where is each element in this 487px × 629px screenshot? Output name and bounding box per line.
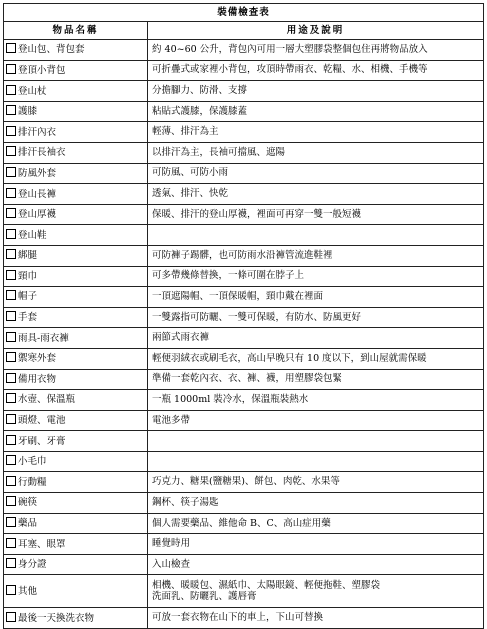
checkbox[interactable] bbox=[6, 311, 16, 321]
checkbox[interactable] bbox=[6, 558, 16, 568]
item-name: 小毛巾 bbox=[18, 456, 47, 468]
item-usage-cell bbox=[148, 122, 484, 143]
table-row bbox=[4, 348, 484, 369]
item-usage: 鋼杯、筷子湯匙 bbox=[152, 496, 219, 508]
item-usage-cell bbox=[148, 431, 484, 452]
item-name-cell bbox=[4, 575, 148, 608]
item-name: 登山長褲 bbox=[18, 188, 57, 200]
item-name-cell bbox=[4, 60, 148, 81]
item-name-cell bbox=[4, 287, 148, 308]
item-name-cell bbox=[4, 534, 148, 555]
checkbox[interactable] bbox=[6, 188, 16, 198]
table-row bbox=[4, 390, 484, 411]
item-name: 藥品 bbox=[18, 518, 38, 530]
item-name: 排汗長袖衣 bbox=[18, 147, 66, 159]
item-name-cell bbox=[4, 513, 148, 534]
item-usage-cell bbox=[148, 575, 484, 608]
table-row bbox=[4, 122, 484, 143]
item-usage: 約 40~60 公升，背包內可用一層大塑膠袋整個包住再將物品放入 bbox=[152, 43, 428, 55]
checkbox[interactable] bbox=[6, 455, 16, 465]
item-usage: 一瓶 1000ml 裝冷水，保溫瓶裝熱水 bbox=[152, 393, 309, 405]
checkbox[interactable] bbox=[6, 435, 16, 445]
item-usage: 兩節式雨衣褲 bbox=[152, 332, 210, 344]
item-name-cell bbox=[4, 225, 148, 246]
table-row bbox=[4, 81, 484, 102]
checkbox[interactable] bbox=[6, 373, 16, 383]
checklist-rows bbox=[4, 40, 484, 629]
item-name: 水壺、保溫瓶 bbox=[18, 394, 76, 406]
item-usage: 輕薄、排汗為主 bbox=[152, 126, 219, 138]
item-usage: 分擔腳力、防滑、支撐 bbox=[152, 85, 248, 97]
item-name-cell bbox=[4, 184, 148, 205]
item-name: 手套 bbox=[18, 312, 38, 324]
item-name: 備用衣物 bbox=[18, 373, 57, 385]
checkbox[interactable] bbox=[6, 85, 16, 95]
checkbox[interactable] bbox=[6, 146, 16, 156]
item-name-cell bbox=[4, 410, 148, 431]
item-usage: 以排汗為主，長袖可擋風、遮陽 bbox=[152, 146, 286, 158]
item-name: 禦寒外套 bbox=[18, 353, 57, 365]
item-name: 身分證 bbox=[18, 559, 47, 571]
item-usage-cell bbox=[148, 307, 484, 328]
item-usage: 巧克力、糖果(鹽糖果)、餅包、肉乾、水果等 bbox=[152, 476, 340, 488]
checkbox[interactable] bbox=[6, 352, 16, 362]
item-name: 最後一天換洗衣物 bbox=[18, 612, 95, 624]
item-usage-cell bbox=[148, 348, 484, 369]
checkbox[interactable] bbox=[6, 167, 16, 177]
item-name: 耳塞、眼罩 bbox=[18, 538, 66, 550]
item-name-cell bbox=[4, 40, 148, 61]
table-title: 裝備檢查表 bbox=[4, 4, 484, 22]
table-row bbox=[4, 40, 484, 61]
checkbox[interactable] bbox=[6, 249, 16, 259]
checkbox[interactable] bbox=[6, 64, 16, 74]
item-name-cell bbox=[4, 163, 148, 184]
item-usage: 準備一套乾內衣、衣、褲、襪，用塑膠袋包緊 bbox=[152, 373, 343, 385]
table-row bbox=[4, 410, 484, 431]
item-name-cell bbox=[4, 472, 148, 493]
item-name: 頭燈、電池 bbox=[18, 415, 66, 427]
table-row bbox=[4, 307, 484, 328]
item-usage: 一雙露指可防曬、一雙可保暖，有防水、防風更好 bbox=[152, 311, 362, 323]
item-name: 登山厚襪 bbox=[18, 209, 57, 221]
item-usage: 可防褲子踢髒，也可防雨水沿褲管流進鞋裡 bbox=[152, 249, 333, 261]
checkbox[interactable] bbox=[6, 476, 16, 486]
table-row bbox=[4, 245, 484, 266]
checkbox[interactable] bbox=[6, 414, 16, 424]
item-name: 登山杖 bbox=[18, 85, 47, 97]
item-usage: 可多帶幾條替換，一條可圍在脖子上 bbox=[152, 270, 305, 282]
table-row bbox=[4, 575, 484, 608]
item-usage: 透氣、排汗、快乾 bbox=[152, 188, 229, 200]
item-usage-cell bbox=[148, 81, 484, 102]
checkbox[interactable] bbox=[6, 290, 16, 300]
item-usage-cell bbox=[148, 225, 484, 246]
table-row bbox=[4, 431, 484, 452]
equipment-checklist bbox=[3, 3, 483, 629]
item-name-cell bbox=[4, 390, 148, 411]
item-name: 牙刷、牙膏 bbox=[18, 435, 66, 447]
checkbox[interactable] bbox=[6, 105, 16, 115]
item-name-cell bbox=[4, 554, 148, 575]
table-row bbox=[4, 493, 484, 514]
item-name: 行動糧 bbox=[18, 476, 47, 488]
item-name-cell bbox=[4, 348, 148, 369]
item-name: 登山鞋 bbox=[18, 229, 47, 241]
table-row bbox=[4, 60, 484, 81]
checkbox[interactable] bbox=[6, 585, 16, 595]
item-name: 護膝 bbox=[18, 106, 38, 118]
item-usage: 可折疊式或家裡小背包，攻頂時帶雨衣、乾糧、水、相機、手機等 bbox=[152, 64, 428, 76]
table-row bbox=[4, 204, 484, 225]
item-name: 頸巾 bbox=[18, 270, 38, 282]
item-usage-cell bbox=[148, 266, 484, 287]
item-usage-cell bbox=[148, 328, 484, 349]
item-usage: 粘貼式護膝，保護膝蓋 bbox=[152, 105, 248, 117]
item-name-cell bbox=[4, 431, 148, 452]
item-name-cell bbox=[4, 266, 148, 287]
item-usage: 一頂遮陽帽、一頂保暖帽，頸巾戴在裡面 bbox=[152, 290, 324, 302]
checkbox[interactable] bbox=[6, 538, 16, 548]
item-usage-cell bbox=[148, 451, 484, 472]
item-name: 雨具-雨衣褲 bbox=[18, 332, 69, 344]
header-item-name: 物品名稱 bbox=[4, 22, 148, 40]
checkbox[interactable] bbox=[6, 208, 16, 218]
item-usage-cell bbox=[148, 554, 484, 575]
item-usage: 保暖、排汗的登山厚襪，裡面可再穿一雙一般短襪 bbox=[152, 208, 362, 220]
checkbox[interactable] bbox=[6, 43, 16, 53]
checkbox[interactable] bbox=[6, 126, 16, 136]
item-usage-cell bbox=[148, 142, 484, 163]
table-row bbox=[4, 287, 484, 308]
item-usage-cell bbox=[148, 608, 484, 629]
item-usage-cell bbox=[148, 472, 484, 493]
table-row bbox=[4, 184, 484, 205]
item-name: 排汗內衣 bbox=[18, 126, 57, 138]
item-name-cell bbox=[4, 204, 148, 225]
table-row bbox=[4, 451, 484, 472]
item-usage: 個人需要藥品、維他命 B、C、高山症用藥 bbox=[152, 517, 331, 529]
item-usage-cell bbox=[148, 410, 484, 431]
checkbox[interactable] bbox=[6, 332, 16, 342]
table-row bbox=[4, 472, 484, 493]
table-row bbox=[4, 369, 484, 390]
table-row bbox=[4, 608, 484, 629]
item-usage-cell bbox=[148, 60, 484, 81]
table-row bbox=[4, 266, 484, 287]
item-name: 防風外套 bbox=[18, 167, 57, 179]
item-usage: 睡覺時用 bbox=[152, 538, 191, 550]
item-name-cell bbox=[4, 307, 148, 328]
table-row bbox=[4, 534, 484, 555]
item-name-cell bbox=[4, 328, 148, 349]
item-usage-cell bbox=[148, 493, 484, 514]
item-usage: 電池多帶 bbox=[152, 414, 191, 426]
item-name-cell bbox=[4, 81, 148, 102]
item-name: 登頂小背包 bbox=[18, 64, 66, 76]
item-usage: 可放一套衣物在山下的車上，下山可替換 bbox=[152, 612, 324, 624]
item-usage-cell bbox=[148, 390, 484, 411]
table-row bbox=[4, 142, 484, 163]
item-name-cell bbox=[4, 608, 148, 629]
header-row bbox=[4, 22, 484, 40]
checkbox[interactable] bbox=[6, 393, 16, 403]
checkbox[interactable] bbox=[6, 517, 16, 527]
item-usage: 輕便羽絨衣或刷毛衣，高山早晚只有 10 度以下，到山屋就需保暖 bbox=[152, 352, 427, 364]
item-usage-cell bbox=[148, 513, 484, 534]
item-usage: 可防風、可防小雨 bbox=[152, 167, 229, 179]
item-name-cell bbox=[4, 101, 148, 122]
table-row bbox=[4, 513, 484, 534]
item-usage-cell bbox=[148, 184, 484, 205]
table-row bbox=[4, 328, 484, 349]
item-usage-cell bbox=[148, 369, 484, 390]
item-name-cell bbox=[4, 142, 148, 163]
table-row bbox=[4, 554, 484, 575]
item-name: 帽子 bbox=[18, 291, 38, 303]
item-usage-cell bbox=[148, 204, 484, 225]
item-usage-cell bbox=[148, 245, 484, 266]
checklist-table bbox=[3, 3, 484, 629]
table-row bbox=[4, 163, 484, 184]
checkbox[interactable] bbox=[6, 229, 16, 239]
item-name-cell bbox=[4, 122, 148, 143]
item-name-cell bbox=[4, 451, 148, 472]
header-usage: 用途及說明 bbox=[148, 22, 484, 40]
item-usage: 入山檢查 bbox=[152, 558, 191, 570]
item-usage: 洗面乳、防曬乳、護唇膏 bbox=[152, 591, 257, 603]
item-usage-cell bbox=[148, 287, 484, 308]
item-name: 其他 bbox=[18, 586, 38, 597]
item-usage: 相機、暖暖包、濕紙巾、太陽眼鏡、輕便拖鞋、塑膠袋 bbox=[152, 579, 381, 591]
item-name: 登山包、背包套 bbox=[18, 44, 85, 56]
table-row bbox=[4, 101, 484, 122]
checkbox[interactable] bbox=[6, 270, 16, 280]
item-name: 綁腿 bbox=[18, 250, 38, 262]
item-name: 碗筷 bbox=[18, 497, 38, 509]
checkbox[interactable] bbox=[6, 612, 16, 622]
item-usage-cell bbox=[148, 534, 484, 555]
item-usage-cell bbox=[148, 40, 484, 61]
checkbox[interactable] bbox=[6, 496, 16, 506]
item-usage-cell bbox=[148, 163, 484, 184]
item-name-cell bbox=[4, 369, 148, 390]
item-name-cell bbox=[4, 493, 148, 514]
item-usage-cell bbox=[148, 101, 484, 122]
item-name-cell bbox=[4, 245, 148, 266]
table-row bbox=[4, 225, 484, 246]
title-row bbox=[4, 4, 484, 22]
